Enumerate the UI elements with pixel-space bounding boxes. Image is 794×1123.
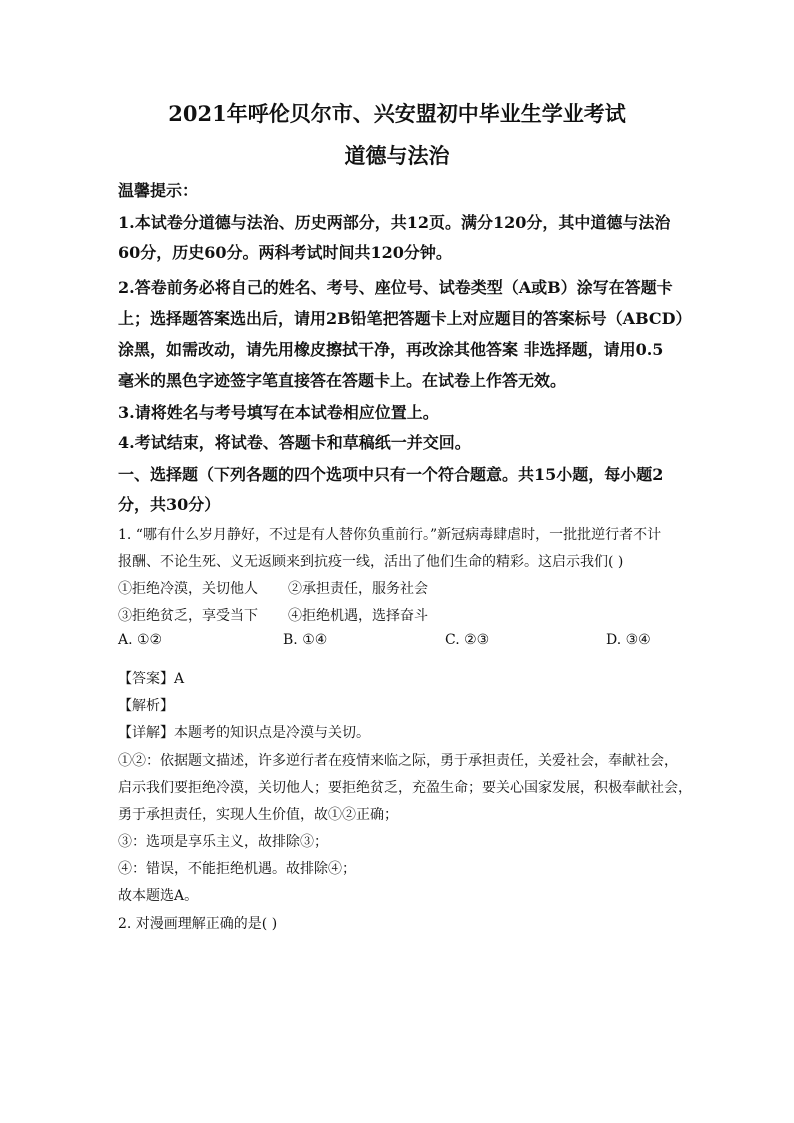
analysis-label: 【解析】 bbox=[118, 698, 174, 714]
notice-line: 毫米的黑色字迹签字笔直接答在答题卡上。在试卷上作答无效。 bbox=[118, 371, 567, 390]
section-heading-cont: 分，共30分） bbox=[118, 495, 221, 514]
section-heading: 一、选择题（下列各题的四个选项中只有一个符合题意。共15小题，每小题2 bbox=[118, 465, 664, 484]
question-2-stem: 2. 对漫画理解正确的是( ) bbox=[118, 916, 278, 932]
question-1-item: ③拒绝贫乏，享受当下 bbox=[118, 608, 258, 624]
notice-line: 4.考试结束，将试卷、答题卡和草稿纸一并交回。 bbox=[118, 433, 471, 452]
question-1-item: ②承担责任，服务社会 bbox=[288, 581, 428, 597]
question-1-stem-cont: 报酬、不论生死、义无返顾来到抗疫一线，活出了他们生命的精彩。这启示我们( ) bbox=[118, 554, 624, 570]
explanation-line: 启示我们要拒绝冷漠，关切他人；要拒绝贫乏，充盈生命；要关心国家发展，积极奉献社会， bbox=[118, 780, 692, 796]
notice-heading: 温馨提示： bbox=[118, 181, 199, 200]
explanation-line: ③：选项是享乐主义，故排除③； bbox=[118, 834, 328, 850]
subject-title: 道德与法治 bbox=[344, 143, 450, 168]
notice-line: 1.本试卷分道德与法治、历史两部分，共12页。满分120分，其中道德与法治 bbox=[118, 213, 671, 232]
explanation-line: ①②：依据题文描述，许多逆行者在疫情来临之际，勇于承担责任，关爱社会，奉献社会， bbox=[118, 753, 678, 769]
answer-label: 【答案】A bbox=[118, 671, 185, 687]
choice-c: C. ②③ bbox=[445, 632, 490, 648]
choice-a: A. ①② bbox=[118, 632, 163, 648]
notice-line: 2.答卷前务必将自己的姓名、考号、座位号、试卷类型（A或B）涂写在答题卡 bbox=[118, 278, 673, 297]
notice-line: 涂黑，如需改动，请先用橡皮擦拭干净，再改涂其他答案 非选择题，请用0.5 bbox=[118, 340, 664, 359]
notice-line: 上；选择题答案选出后，请用2B铅笔把答题卡上对应题目的答案标号（ABCD） bbox=[118, 309, 692, 328]
question-1-item: ①拒绝冷漠，关切他人 bbox=[118, 581, 258, 597]
explanation-line: 故本题选A。 bbox=[118, 888, 199, 904]
explanation-line: ④：错误，不能拒绝机遇。故排除④； bbox=[118, 861, 356, 877]
choice-b: B. ①④ bbox=[283, 632, 328, 648]
exam-title: 2021年呼伦贝尔市、兴安盟初中毕业生学业考试 bbox=[168, 101, 626, 126]
notice-line: 60分，历史60分。两科考试时间共120分钟。 bbox=[118, 243, 452, 262]
choice-d: D. ③④ bbox=[606, 632, 651, 648]
question-1-item: ④拒绝机遇，选择奋斗 bbox=[288, 608, 428, 624]
notice-line: 3.请将姓名与考号填写在本试卷相应位置上。 bbox=[118, 403, 439, 422]
detail-text: 【详解】本题考的知识点是冷漠与关切。 bbox=[118, 725, 370, 741]
explanation-line: 勇于承担责任，实现人生价值，故①②正确； bbox=[118, 807, 398, 823]
question-1-stem: 1. “哪有什么岁月静好，不过是有人替你负重前行。”新冠病毒肆虐时，一批批逆行者不计 bbox=[118, 527, 662, 543]
